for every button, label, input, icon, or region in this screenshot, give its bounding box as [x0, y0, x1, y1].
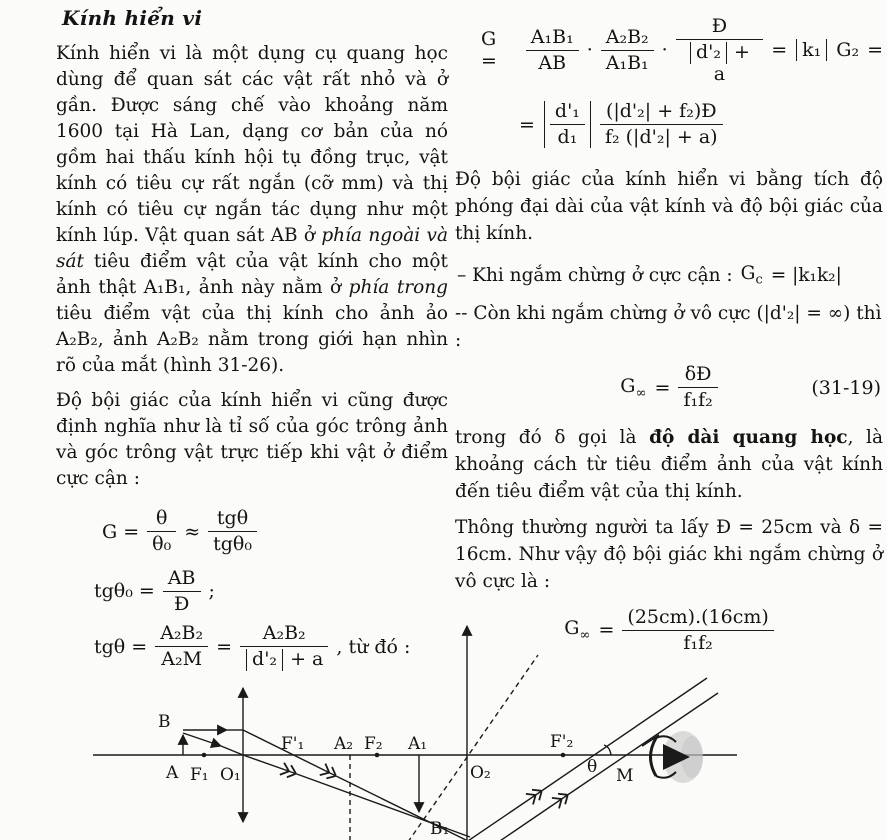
ray-through-center-O1 [221, 746, 243, 755]
math-subscript: ∞ [579, 628, 591, 644]
math-token [620, 375, 646, 401]
text-segment: trong đó δ gọi là [455, 426, 650, 448]
paragraph-optical-length [455, 424, 883, 505]
text-segment: Kính hiển vi là một dụng cụ quang học dùng để quan sát các vật rất nhỏ và ở gần. Được sáng chế vào khoảng năm 1600 tại Hà Lan, dạng cơ bản của nó gồm hai thấu kính hội tụ đồng trục, vật kính có tiêu cự rất ngắn (cỡ mm) và thị kính có tiêu cự ngắn tác dụng như một kính lúp. Vật quan sát AB ở [56, 43, 448, 246]
formula-G-product [481, 16, 883, 85]
label-B: B [158, 712, 171, 732]
fraction [676, 16, 764, 85]
fraction-numerator: θ [147, 508, 176, 532]
fraction-numerator: A₁B₁ [526, 27, 579, 51]
fraction-numerator: (|d'₂| + f₂)Đ [600, 101, 723, 125]
fraction-denominator: f₁f₂ [683, 389, 713, 412]
fraction-denominator: A₂M [161, 648, 203, 671]
math-token: + a [284, 648, 324, 671]
text-segment: tiêu điểm vật của vật kính cho một ảnh thật A₁B₁, ảnh này nằm ở [56, 251, 448, 298]
fraction-denominator: f₁f₂ [683, 631, 713, 654]
math-token [741, 263, 763, 288]
math-token: tgθ = [94, 635, 148, 658]
theta-angle-arc [604, 745, 611, 755]
absolute-value: d'₂ [246, 649, 283, 670]
fraction-numerator: d'₁ [550, 101, 585, 125]
math-token: = |k₁k₂| [770, 265, 842, 287]
fraction-denominator: f₂ (|d'₂| + a) [604, 126, 718, 149]
fraction [678, 364, 717, 412]
math-token: G = [102, 520, 140, 543]
absolute-value [544, 101, 591, 149]
fraction-denominator: A₁B₁ [605, 51, 649, 74]
label-F2: F₂ [364, 734, 383, 754]
fraction-numerator: tgθ [208, 508, 257, 532]
label-F2-prime: F'₂ [550, 732, 574, 752]
math-token: = [598, 619, 615, 642]
label-F1: F₁ [190, 765, 209, 785]
fraction [208, 508, 257, 556]
left-column [56, 4, 448, 671]
fraction-numerator: (25cm).(16cm) [622, 607, 773, 631]
math-token: G [740, 263, 756, 285]
text-segment-bold: độ dài quang học [649, 426, 848, 448]
backward-extension-dashed-line [408, 655, 538, 840]
math-subscript: ∞ [635, 385, 647, 401]
label-O2: O₂ [470, 763, 491, 783]
bullet-near-point [457, 263, 883, 288]
equation-number: (31-19) [811, 376, 881, 399]
label-O1: O₁ [220, 765, 241, 785]
fraction-numerator: A₂B₂ [240, 623, 328, 647]
eye-outline [651, 738, 657, 776]
math-token: G [564, 617, 580, 640]
formula-G-infinity [455, 364, 883, 412]
eyelash-line [642, 735, 659, 746]
label-A2: A₂ [334, 734, 354, 754]
fraction-denominator: d₁ [557, 126, 578, 149]
fraction-numerator: A₂B₂ [601, 27, 654, 51]
emerging-ray-upper [462, 792, 540, 840]
absolute-value: d'₂ [690, 42, 727, 63]
label-B1: B₁ [430, 819, 450, 839]
text-segment-italic: phía trong [348, 277, 448, 298]
right-column [455, 8, 883, 654]
focal-point-F1 [202, 753, 207, 758]
text-segment: tiêu điểm vật của thị kính cho ảnh ảo A₂B₂, ảnh A₂B₂ nằm trong giới hạn nhìn rõ của mắt (hình 31-26). [56, 303, 448, 376]
ray-diagram [0, 606, 887, 840]
paragraph-typical-values: Thông thường người ta lấy Đ = 25cm và δ = 16cm. Như vậy độ bội giác khi ngắm chừng ở vô cực là : [455, 516, 883, 592]
paragraph-magnification-definition: Độ bội giác của kính hiển vi cũng được định nghĩa như là tỉ số của góc trông ảnh và góc trông vật trực tiếp khi vật ở điểm cực cận : [56, 390, 448, 489]
fraction [600, 101, 723, 149]
math-token: = [216, 635, 233, 658]
math-token: ; [208, 580, 215, 603]
label-A1: A₁ [408, 734, 428, 754]
math-token: G [620, 374, 636, 397]
fraction-numerator: Đ [676, 16, 764, 40]
text-segment-italic: phía ngoài và sát [56, 225, 448, 272]
fraction-numerator: δĐ [678, 364, 717, 388]
absolute-value: k₁ [796, 39, 827, 61]
fraction [526, 27, 579, 75]
fraction-denominator: θ₀ [152, 533, 172, 556]
math-token: tgθ₀ = [94, 580, 155, 603]
math-token: = [654, 376, 671, 399]
label-M: M [616, 766, 634, 786]
math-token: = [867, 39, 883, 62]
ray-through-center-O1 [183, 733, 221, 746]
fraction-denominator: Đ [174, 592, 190, 615]
label-F1-prime: F'₁ [281, 734, 305, 754]
focal-point-F2-prime [561, 753, 566, 758]
math-token: = [771, 39, 788, 62]
math-token: = [519, 113, 535, 136]
math-subscript: c [755, 273, 763, 289]
fraction [601, 27, 654, 75]
paragraph-intro [56, 41, 448, 379]
math-token: , từ đó : [336, 635, 411, 658]
emerging-ray-lower [494, 796, 566, 840]
math-token: + a [713, 41, 750, 85]
math-token: G₂ [836, 39, 860, 62]
label-A: A [166, 763, 179, 783]
fraction-denominator [676, 40, 764, 85]
math-token: · [661, 39, 668, 62]
formula-G-expanded [519, 101, 883, 149]
text-segment: , là khoảng cách từ tiêu điểm ảnh của vật kính đến tiêu điểm vật của thị kính. [455, 426, 883, 502]
math-token: · [586, 39, 593, 62]
bullet-infinity: -- Còn khi ngắm chừng ở vô cực (|d'₂| = ∞) thì : [455, 303, 882, 352]
ray-through-center-O1 [243, 755, 294, 773]
section-title: Kính hiển vi [62, 6, 203, 30]
math-token: G = [481, 28, 497, 73]
fraction [147, 508, 176, 556]
math-token: ≈ [184, 520, 201, 543]
text-segment: – Khi ngắm chừng ở cực cận : [457, 265, 733, 287]
formula-G-theta-ratio [102, 508, 448, 556]
fraction-denominator: AB [538, 51, 567, 74]
fraction-numerator: A₂B₂ [155, 623, 208, 647]
label-theta: θ [587, 757, 598, 777]
fraction-numerator: AB [163, 568, 201, 592]
paragraph-product-statement: Độ bội giác của kính hiển vi bằng tích độ phóng đại dài của vật kính và độ bội giác của thị kính. [455, 169, 883, 245]
fraction [550, 101, 585, 149]
fraction-denominator: tgθ₀ [213, 533, 252, 556]
